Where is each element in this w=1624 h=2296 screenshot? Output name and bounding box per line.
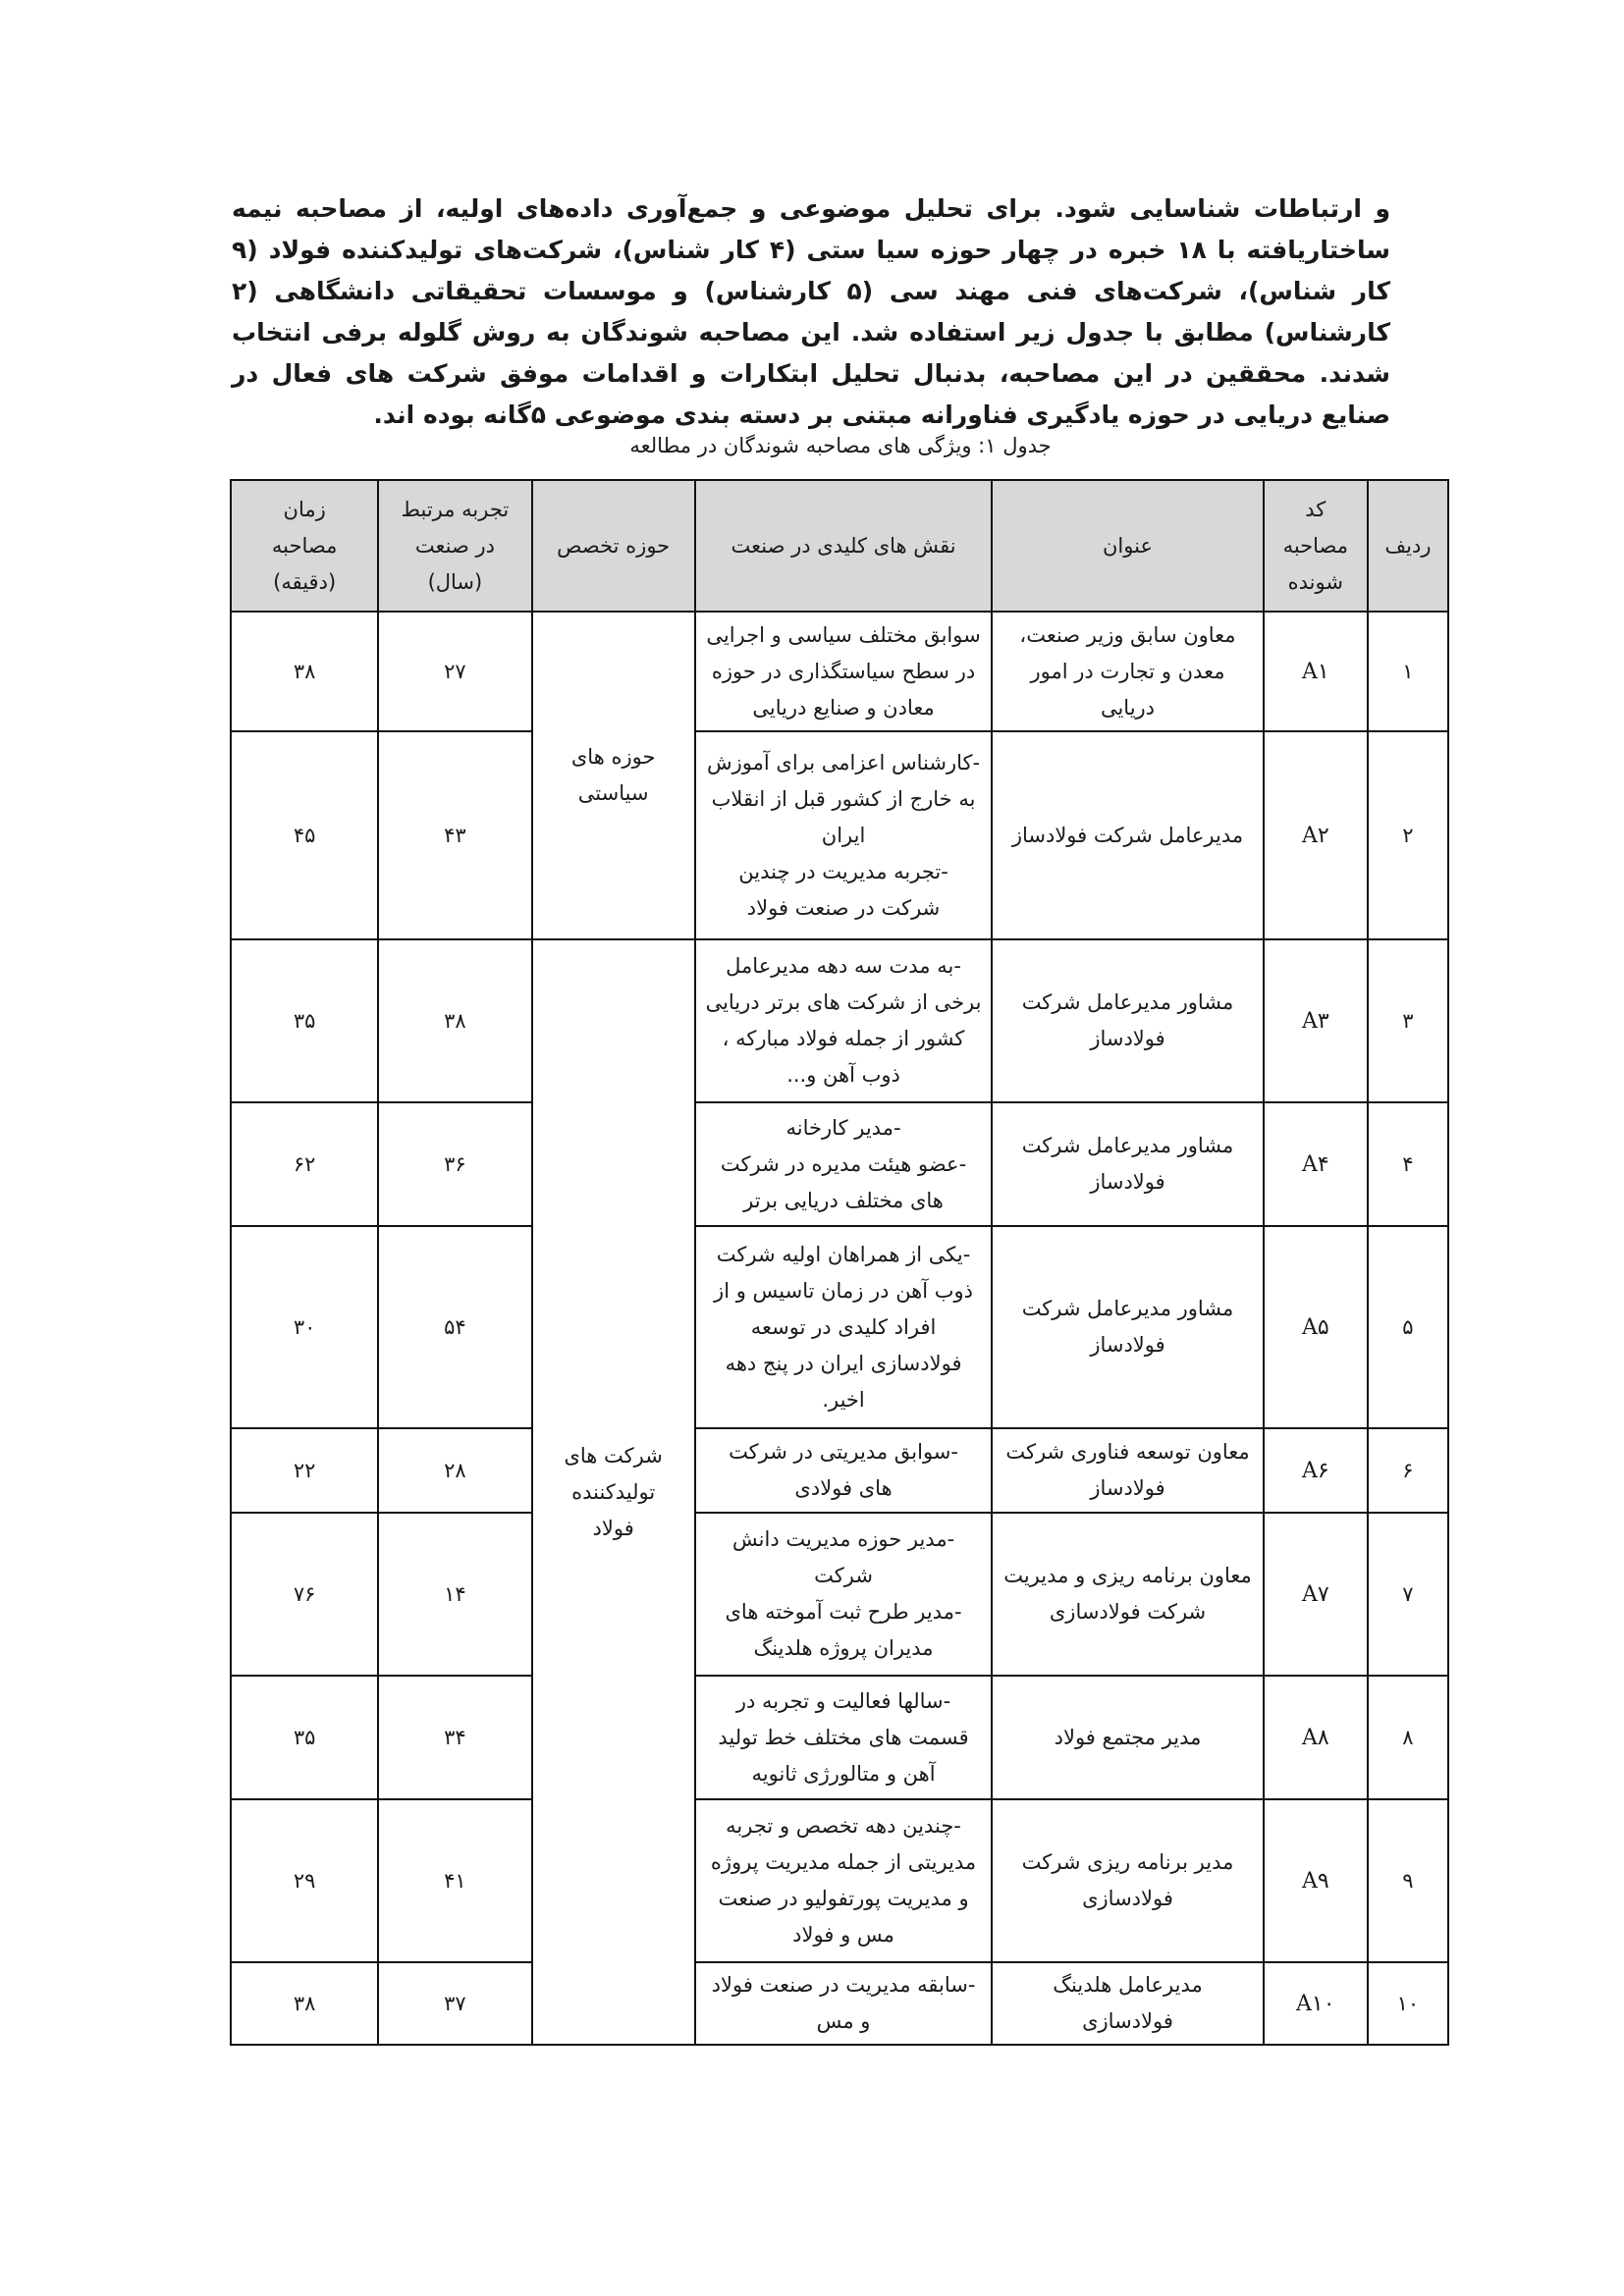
experience-cell: ۳۸ (378, 939, 531, 1102)
code-cell: A۱۰ (1264, 1962, 1368, 2045)
header-code: کد مصاحبه شونده (1264, 480, 1368, 612)
code-cell: A۳ (1264, 939, 1368, 1102)
code-cell: A۸ (1264, 1676, 1368, 1799)
title-cell: مشاور مدیرعامل شرکت فولادساز (992, 1226, 1263, 1428)
time-cell: ۶۲ (231, 1102, 378, 1226)
time-cell: ۳۵ (231, 939, 378, 1102)
experience-cell: ۲۷ (378, 612, 531, 731)
roles-cell: -سالها فعالیت و تجربه در قسمت های مختلف خط تولید آهن و متالورژی ثانویه (695, 1676, 992, 1799)
table-row (231, 1799, 1448, 1962)
field-cell-steel: شرکت های تولیدکننده فولاد (532, 939, 695, 2045)
title-cell: مدیرعامل شرکت فولادساز (992, 731, 1263, 939)
roles-cell: -کارشناس اعزامی برای آموزش به خارج از کشور قبل از انقلاب ایران -تجربه مدیریت در چندین شرکت در صنعت فولاد (695, 731, 992, 939)
experience-cell: ۴۳ (378, 731, 531, 939)
header-time: زمان مصاحبه (دقیقه) (231, 480, 378, 612)
table-header-row (231, 480, 1448, 612)
table-row (231, 1102, 1448, 1226)
title-cell: مدیر مجتمع فولاد (992, 1676, 1263, 1799)
roles-cell: -مدیر حوزه مدیریت دانش شرکت -مدیر طرح ثبت آموخته های مدیران پروژه هلدینگ (695, 1513, 992, 1676)
experience-cell: ۵۴ (378, 1226, 531, 1428)
row-number-cell: ۸ (1368, 1676, 1448, 1799)
title-cell: معاون سابق وزیر صنعت، معدن و تجارت در امور دریایی (992, 612, 1263, 731)
header-title: عنوان (992, 480, 1263, 612)
roles-cell: -یکی از همراهان اولیه شرکت ذوب آهن در زمان تاسیس و از افراد کلیدی در توسعه فولادسازی ایران در پنج دهه اخیر. (695, 1226, 992, 1428)
roles-cell: -سابقه مدیریت در صنعت فولاد و مس (695, 1962, 992, 2045)
code-cell: A۴ (1264, 1102, 1368, 1226)
time-cell: ۳۸ (231, 612, 378, 731)
row-number-cell: ۷ (1368, 1513, 1448, 1676)
roles-cell: -سوابق مدیریتی در شرکت های فولادی (695, 1428, 992, 1513)
row-number-cell: ۹ (1368, 1799, 1448, 1962)
table-row (231, 1513, 1448, 1676)
time-cell: ۳۵ (231, 1676, 378, 1799)
body-paragraph: و ارتباطات شناسایی شود. برای تحلیل موضوعی و جمع‌آوری داده‌های اولیه، از مصاحبه نیمه ساختاریافته با ۱۸ خبره در چهار حوزه سیا ستی (۴ کار شناس)، شرکت‌های تولیدکننده فولاد (۹ کار شناس)، شرکت‌های فنی مهند سی (۵ کارشناس) و موسسات تحقیقاتی دانشگاهی (۲ کارشناس) مطابق با جدول زیر استفاده شد. این مصاحبه شوندگان به روش گلوله برفی انتخاب شدند. محققین در این مصاحبه، بدنبال تحلیل ابتکارات و اقدامات موفق شرکت های فعال در صنایع دریایی در حوزه یادگیری فناورانه مبتنی بر دسته بندی موضوعی ۵گانه بوده اند. (232, 194, 1390, 429)
table-row (231, 939, 1448, 1102)
interviewees-table (230, 479, 1449, 2046)
header-experience: تجربه مرتبط در صنعت (سال) (378, 480, 531, 612)
roles-cell: سوابق مختلف سیاسی و اجرایی در سطح سیاستگذاری در حوزه معادن و صنایع دریایی (695, 612, 992, 731)
table-caption: جدول ۱: ویژگی های مصاحبه شوندگان در مطالعه (629, 434, 1052, 457)
time-cell: ۳۰ (231, 1226, 378, 1428)
row-number-cell: ۲ (1368, 731, 1448, 939)
title-cell: مدیرعامل هلدینگ فولادسازی (992, 1962, 1263, 2045)
experience-cell: ۳۷ (378, 1962, 531, 2045)
table-row (231, 1428, 1448, 1513)
code-cell: A۶ (1264, 1428, 1368, 1513)
row-number-cell: ۱ (1368, 612, 1448, 731)
header-field: حوزه تخصص (532, 480, 695, 612)
code-cell: A۱ (1264, 612, 1368, 731)
table-row (231, 731, 1448, 939)
experience-cell: ۱۴ (378, 1513, 531, 1676)
title-cell: معاون برنامه ریزی و مدیریت شرکت فولادسازی (992, 1513, 1263, 1676)
code-cell: A۷ (1264, 1513, 1368, 1676)
code-cell: A۹ (1264, 1799, 1368, 1962)
time-cell: ۲۹ (231, 1799, 378, 1962)
code-cell: A۵ (1264, 1226, 1368, 1428)
time-cell: ۲۲ (231, 1428, 378, 1513)
row-number-cell: ۴ (1368, 1102, 1448, 1226)
experience-cell: ۳۴ (378, 1676, 531, 1799)
roles-cell: -مدیر کارخانه -عضو هیئت مدیره در شرکت های مختلف دریایی برتر (695, 1102, 992, 1226)
table-row (231, 612, 1448, 731)
experience-cell: ۳۶ (378, 1102, 531, 1226)
title-cell: مشاور مدیرعامل شرکت فولادساز (992, 1102, 1263, 1226)
row-number-cell: ۵ (1368, 1226, 1448, 1428)
title-cell: مشاور مدیرعامل شرکت فولادساز (992, 939, 1263, 1102)
header-row-number: ردیف (1368, 480, 1448, 612)
table-row (231, 1226, 1448, 1428)
row-number-cell: ۱۰ (1368, 1962, 1448, 2045)
title-cell: مدیر برنامه ریزی شرکت فولادسازی (992, 1799, 1263, 1962)
title-cell: معاون توسعه فناوری شرکت فولادساز (992, 1428, 1263, 1513)
table-row (231, 1962, 1448, 2045)
row-number-cell: ۶ (1368, 1428, 1448, 1513)
roles-cell: -چندین دهه تخصص و تجربه مدیریتی از جمله مدیریت پروژه و مدیریت پورتفولیو در صنعت مس و فولاد (695, 1799, 992, 1962)
header-roles: نقش های کلیدی در صنعت (695, 480, 992, 612)
time-cell: ۷۶ (231, 1513, 378, 1676)
roles-cell: -به مدت سه دهه مدیرعامل برخی از شرکت های برتر دریایی کشور از جمله فولاد مبارکه ، ذوب آهن و... (695, 939, 992, 1102)
experience-cell: ۲۸ (378, 1428, 531, 1513)
table-row (231, 1676, 1448, 1799)
time-cell: ۴۵ (231, 731, 378, 939)
row-number-cell: ۳ (1368, 939, 1448, 1102)
time-cell: ۳۸ (231, 1962, 378, 2045)
field-cell-policy: حوزه های سیاستی (532, 612, 695, 939)
experience-cell: ۴۱ (378, 1799, 531, 1962)
code-cell: A۲ (1264, 731, 1368, 939)
